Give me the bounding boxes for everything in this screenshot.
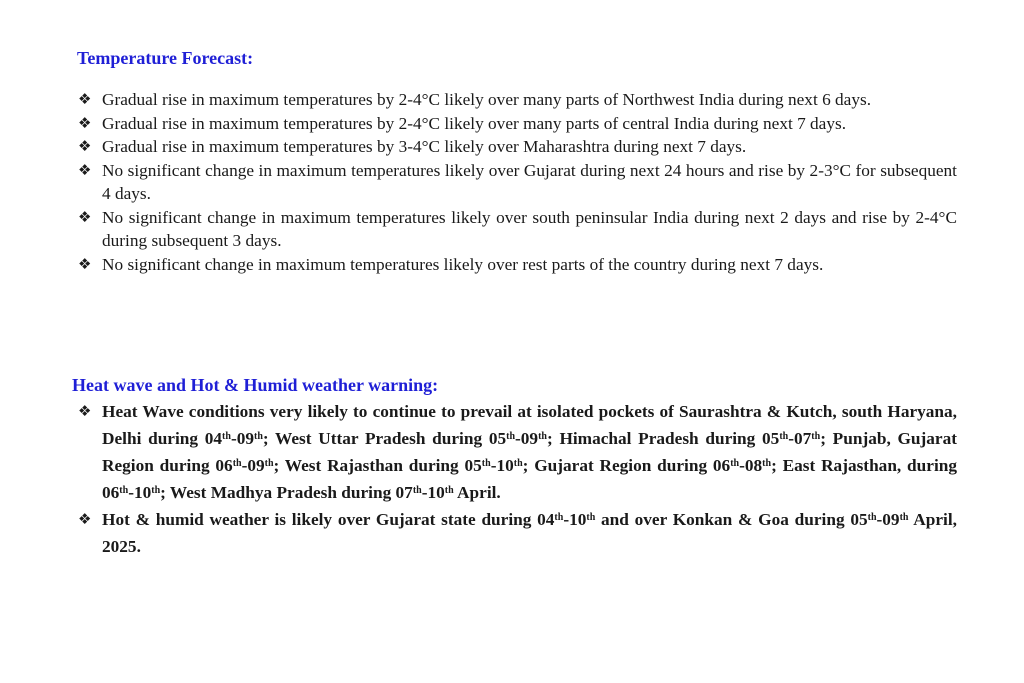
list-item bbox=[77, 206, 957, 253]
list-item-text: Gradual rise in maximum temperatures by 2-4°C likely over many parts of Northwest India during next 6 days. bbox=[102, 90, 872, 109]
temperature-forecast-heading: Temperature Forecast: bbox=[77, 48, 254, 68]
four-diamond-bullet-icon: ❖ bbox=[78, 137, 92, 155]
four-diamond-bullet-icon: ❖ bbox=[78, 207, 92, 226]
four-diamond-bullet-icon: ❖ bbox=[78, 510, 92, 528]
four-diamond-bullet-icon: ❖ bbox=[78, 254, 92, 273]
four-diamond-bullet-icon: ❖ bbox=[78, 113, 92, 132]
list-item bbox=[77, 506, 957, 560]
four-diamond-bullet-icon: ❖ bbox=[78, 160, 92, 179]
four-diamond-bullet-icon: ❖ bbox=[78, 90, 92, 108]
list-item bbox=[77, 112, 957, 136]
list-item-text: Gradual rise in maximum temperatures by 2-4°C likely over many parts of central India during next 7 days. bbox=[102, 113, 847, 133]
list-item-text: Hot & humid weather is likely over Gujarat state during 04th-10th and over Konkan & Goa during 05th-09th April, 2025. bbox=[102, 510, 957, 556]
list-item-text: No significant change in maximum temperatures likely over rest parts of the country during next 7 days. bbox=[102, 254, 824, 274]
list-item bbox=[77, 398, 957, 506]
heatwave-warning-heading: Heat wave and Hot & Humid weather warning: bbox=[72, 375, 439, 395]
heatwave-warning-list bbox=[77, 398, 957, 560]
list-item-text: Gradual rise in maximum temperatures by 3-4°C likely over Maharashtra during next 7 days. bbox=[102, 137, 747, 156]
list-item bbox=[77, 135, 957, 159]
list-item bbox=[77, 159, 957, 206]
list-item-text: No significant change in maximum temperatures likely over south peninsular India during next 2 days and rise by 2-4°C during subsequent 3 days. bbox=[102, 207, 957, 250]
list-item-text: No significant change in maximum temperatures likely over Gujarat during next 24 hours and rise by 2-3°C for subsequent 4 days. bbox=[102, 160, 957, 203]
list-item bbox=[77, 253, 957, 277]
temperature-forecast-list bbox=[77, 88, 957, 276]
four-diamond-bullet-icon: ❖ bbox=[78, 402, 92, 420]
list-item-text: Heat Wave conditions very likely to continue to prevail at isolated pockets of Saurashtra & Kutch, south Haryana, Delhi during 04th-09th; West Uttar Pradesh during 05th-09th; Himachal Pradesh during 05th-07th; Punjab, Gujarat Region during 06th-09th; West Rajasthan during 05th-10th; Gujarat Region during 06th-08th; East Rajasthan, during 06th-10th; West Madhya Pradesh during 07th-10th April. bbox=[102, 402, 957, 502]
list-item bbox=[77, 88, 957, 112]
